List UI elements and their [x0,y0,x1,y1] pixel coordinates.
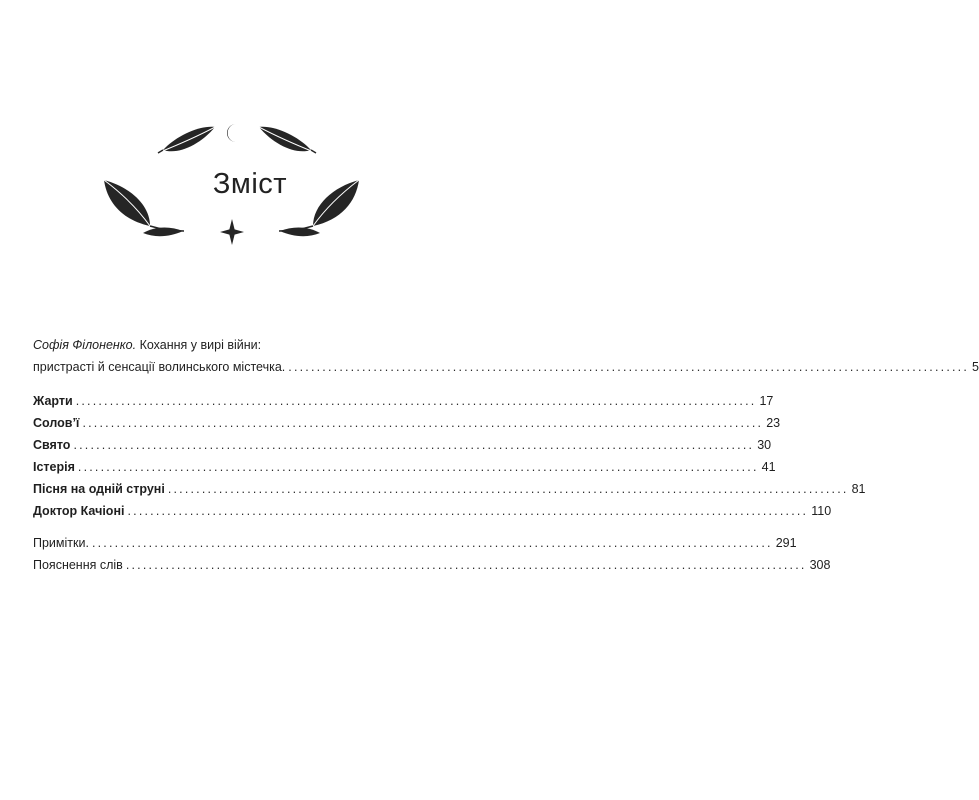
toc-entry-title: пристрасті й сенсації волинського містечка. [33,360,286,374]
laurel-ornament-icon [0,0,500,260]
dot-leader: ........................................................................................................................ [73,438,755,452]
dot-leader: ........................................................................................................................ [167,482,849,496]
toc-stories-list [33,390,866,522]
toc-entry[interactable] [33,478,866,500]
toc-appendix-list [33,532,831,576]
dot-leader: ........................................................................................................................ [77,460,759,474]
toc-entry[interactable] [33,554,831,576]
toc-entry-title: Пояснення слів [33,558,123,572]
toc-entry[interactable] [33,456,776,478]
dot-leader: ........................................................................................................................ [127,504,809,518]
dot-leader: ........................................................................................................................ [288,360,970,374]
toc-entry-page: 81 [851,482,866,496]
toc-entry-page: 23 [766,416,781,430]
leaf-upper-right-icon [259,127,316,153]
toc-entry-title: Солов’ї [33,416,80,430]
toc-entry[interactable] [33,500,832,522]
toc-entry[interactable] [33,390,774,412]
dot-leader: ........................................................................................................................ [91,536,773,550]
toc-entry-page: 17 [759,394,774,408]
toc-entry-page: 41 [761,460,776,474]
toc-entry[interactable] [33,532,797,554]
star-icon [220,219,244,245]
toc-entry-title: Пісня на одній струні [33,482,165,496]
toc-entry[interactable] [33,434,772,456]
toc-intro-author: Софія Філоненко. [33,338,137,352]
toc-entry-title: Свято [33,438,71,452]
toc-entry-page: 110 [811,504,832,518]
dot-leader: ........................................................................................................................ [75,394,757,408]
toc-entry-title: Примітки. [33,536,89,550]
leaf-upper-left-icon [158,127,215,153]
toc-entry-page: 5 [972,360,979,374]
dot-leader: ........................................................................................................................ [125,558,807,572]
table-of-contents [33,334,979,576]
toc-entry-title: Доктор Качіоні [33,504,125,518]
dot-leader: ........................................................................................................................ [82,416,764,430]
toc-entry-page: 308 [809,558,831,572]
toc-entry-title: Жарти [33,394,73,408]
toc-entry-page: 291 [775,536,797,550]
toc-entry-page: 30 [757,438,772,452]
crescent-moon-icon [227,124,236,142]
toc-entry-intro[interactable] [33,356,979,378]
toc-intro-title-part1: Кохання у вирі війни: [136,338,262,352]
toc-intro-line1 [33,334,437,356]
toc-entry-title: Істерія [33,460,75,474]
toc-entry[interactable] [33,412,781,434]
page-title: Зміст [212,168,288,200]
